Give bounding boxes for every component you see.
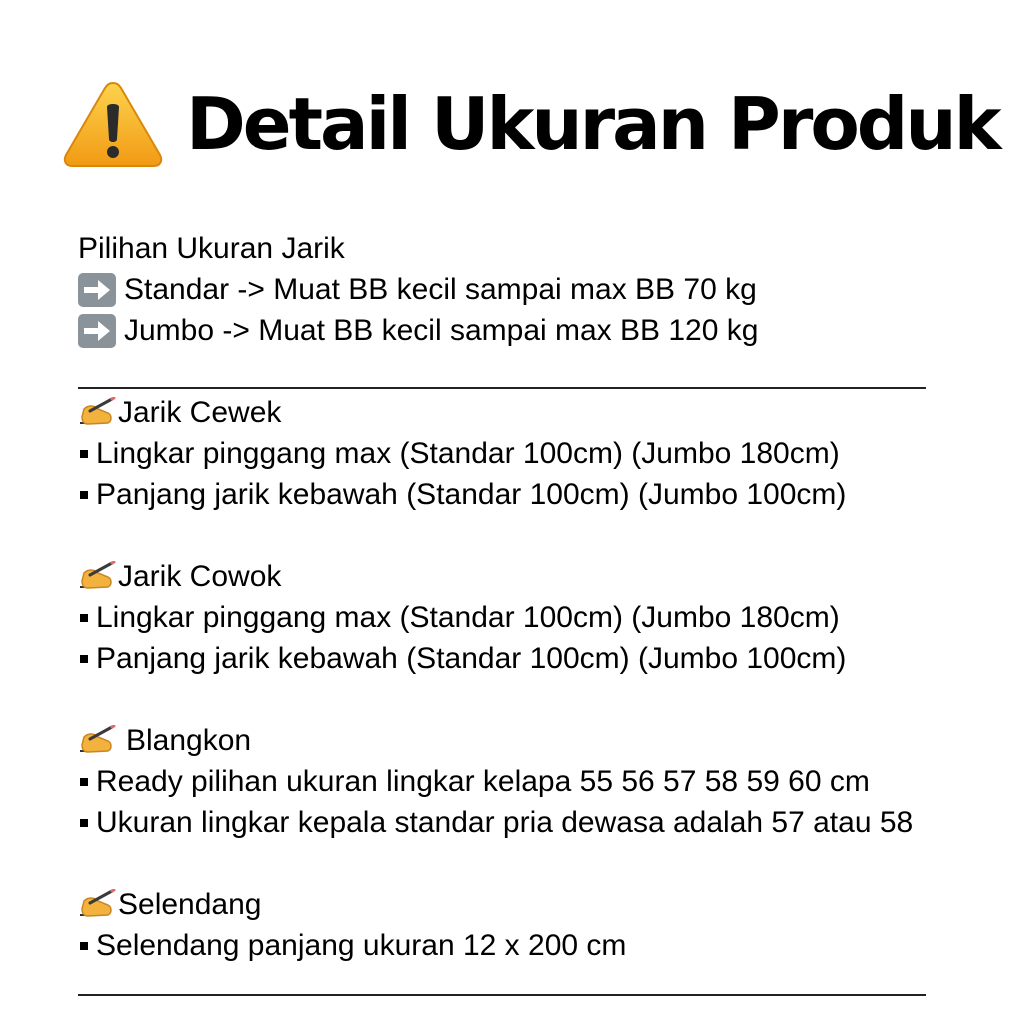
section-heading [78,556,978,597]
section-heading [78,720,978,761]
content [78,228,978,1007]
writing-hand-icon [78,397,116,429]
list-item-text: Panjang jarik kebawah (Standar 100cm) (Jumbo 100cm) [96,478,847,511]
writing-hand-icon [78,889,116,921]
list-item-text: Lingkar pinggang max (Standar 100cm) (Jumbo 180cm) [96,601,840,634]
list-item-text: Ready pilihan ukuran lingkar kelapa 55 56 57 58 59 60 cm [96,765,870,798]
bullet [80,942,88,950]
section-heading-text: Jarik Cowok [118,560,282,593]
bullet [80,614,88,622]
section-heading-text: Jarik Cewek [118,396,282,429]
list-item [78,802,978,843]
bullet [80,819,88,827]
section-heading-text: Selendang [118,888,262,921]
writing-hand-icon [78,725,116,757]
page-title: Detail Ukuran Produk [186,82,999,166]
list-item [78,597,978,638]
right-arrow-icon [78,314,116,348]
section-heading-text: Blangkon [126,724,252,757]
section-heading [78,884,978,925]
writing-hand-icon [78,561,116,593]
list-item [78,925,978,966]
list-item-text: Ukuran lingkar kepala standar pria dewasa adalah 57 atau 58 [96,806,914,839]
section-heading [78,392,978,433]
bullet [80,778,88,786]
size-option-text: Standar -> Muat BB kecil sampai max BB 70 kg [124,273,757,306]
list-item-text: Panjang jarik kebawah (Standar 100cm) (Jumbo 100cm) [96,642,847,675]
size-option [78,310,978,351]
divider [78,351,978,392]
list-item [78,638,978,679]
list-item [78,474,978,515]
intro-heading: Pilihan Ukuran Jarik [78,232,345,265]
list-item [78,761,978,802]
bullet [80,491,88,499]
header [62,78,998,170]
bullet [80,655,88,663]
bullet [80,450,88,458]
size-option-text: Jumbo -> Muat BB kecil sampai max BB 120 kg [124,314,759,347]
size-option [78,269,978,310]
list-item-text: Lingkar pinggang max (Standar 100cm) (Jumbo 180cm) [96,437,840,470]
divider [78,966,978,1007]
list-item [78,433,978,474]
warning-icon [62,79,164,169]
list-item-text: Selendang panjang ukuran 12 x 200 cm [96,929,627,962]
right-arrow-icon [78,273,116,307]
